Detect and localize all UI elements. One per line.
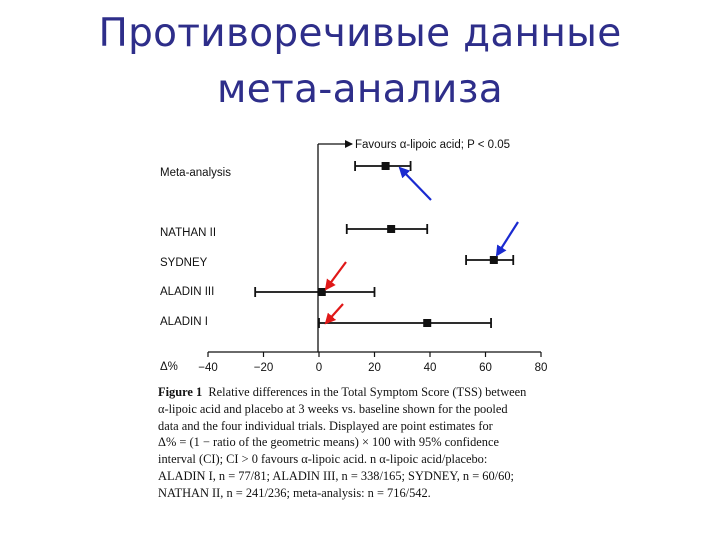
x-axis-label: Δ% bbox=[160, 361, 178, 373]
figure-label: Figure 1 bbox=[158, 385, 203, 399]
x-tick-label-4: 40 bbox=[423, 362, 437, 374]
study-label-meta-analysis: Meta-analysis bbox=[160, 167, 231, 179]
study-row-aladin-iii bbox=[255, 287, 374, 297]
figure-caption bbox=[158, 384, 558, 502]
x-tick-label-2: 0 bbox=[315, 362, 323, 374]
study-label-nathan-ii: NATHAN II bbox=[160, 227, 217, 239]
study-row-nathan-ii bbox=[347, 224, 427, 234]
caption-line-5: interval (CI); CI > 0 favours α-lipoic acid. n α-lipoic acid/placebo: bbox=[158, 452, 488, 467]
x-tick-label-6: 80 bbox=[534, 362, 548, 374]
caption-text-1: Relative differences in the Total Symptom Score (TSS) between bbox=[208, 385, 527, 399]
point-estimate-sydney bbox=[490, 256, 498, 264]
study-label-aladin-i: ALADIN I bbox=[160, 316, 208, 328]
caption-line-3: data and the four individual trials. Displayed are point estimates for bbox=[158, 418, 493, 433]
point-estimate-meta-analysis bbox=[382, 162, 390, 170]
red-arrow-aladin-iii bbox=[326, 262, 346, 289]
study-label-sydney: SYDNEY bbox=[160, 257, 208, 269]
point-estimate-aladin-iii bbox=[318, 288, 326, 296]
blue-arrow-sydney bbox=[497, 222, 518, 255]
title-line-2: мета-анализа bbox=[217, 67, 503, 112]
study-row-aladin-i bbox=[319, 318, 491, 328]
x-tick-label-0: −40 bbox=[198, 362, 218, 374]
point-estimate-nathan-ii bbox=[387, 225, 395, 233]
point-estimate-aladin-i bbox=[423, 319, 431, 327]
x-tick-label-1: −20 bbox=[253, 362, 274, 374]
study-label-aladin-iii: ALADIN III bbox=[160, 286, 215, 298]
caption-line-2: α-lipoic acid and placebo at 3 weeks vs. baseline shown for the pooled bbox=[158, 401, 508, 416]
caption-line-1 bbox=[158, 384, 558, 401]
title-line-1: Противоречивые данные bbox=[98, 11, 622, 56]
x-tick-label-3: 20 bbox=[368, 362, 381, 374]
blue-arrow-meta-analysis bbox=[400, 168, 431, 200]
study-row-sydney bbox=[466, 255, 513, 265]
red-arrow-aladin-i bbox=[326, 304, 343, 323]
caption-line-6: ALADIN I, n = 77/81; ALADIN III, n = 338/165; SYDNEY, n = 60/60; bbox=[158, 468, 514, 483]
favours-label: Favours α-lipoic acid; P < 0.05 bbox=[355, 139, 511, 151]
caption-line-4: Δ% = (1 − ratio of the geometric means) × 100 with 95% confidence bbox=[158, 435, 500, 450]
x-tick-label-5: 60 bbox=[479, 362, 492, 374]
caption-line-7: NATHAN II, n = 241/236; meta-analysis: n = 716/542. bbox=[158, 485, 431, 500]
